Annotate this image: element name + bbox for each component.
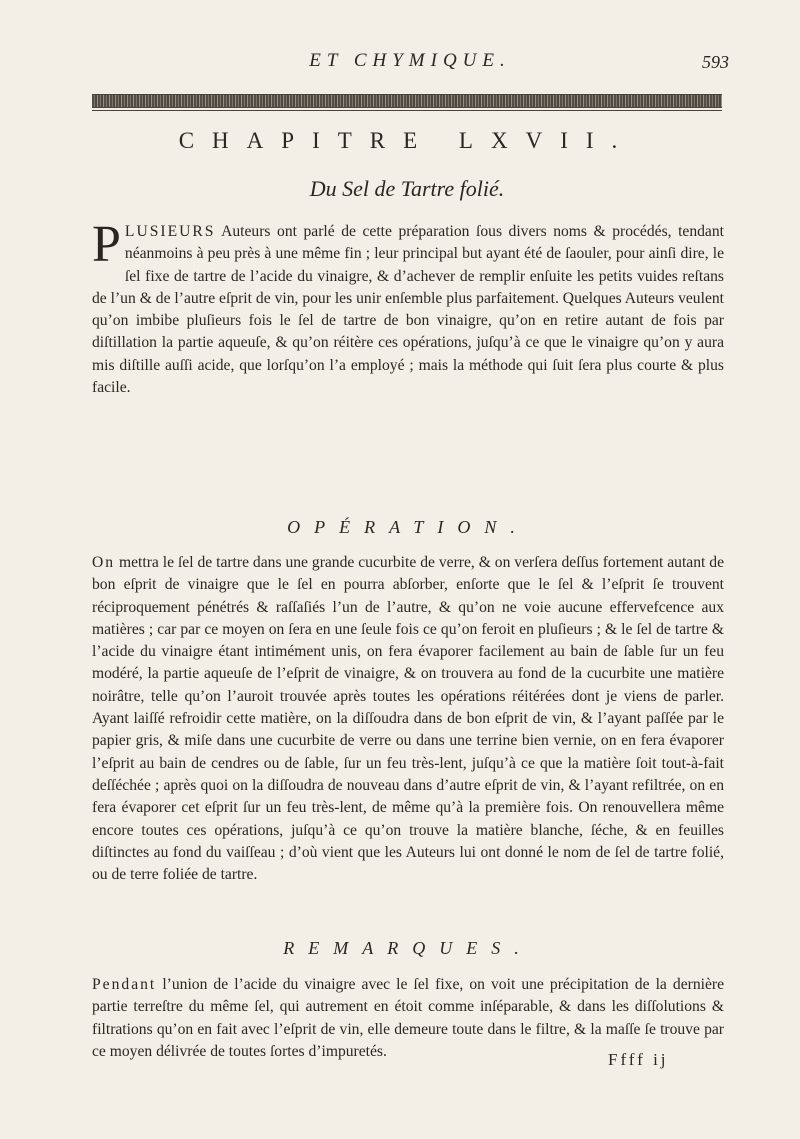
- intro-text: Auteurs ont parlé de cette préparation ſous divers noms & procédés, tendant néanmoins à peu près à une même fin ; leur principal but ayant été de ſaouler, pour ainſi dire, le ſel fixe de tartre de l’acide du vinaigre, & d’achever de remplir enſuite les petits vuides reſtans de l’un & de l’autre eſprit de vin, pour les unir enſemble plus parfaitement. Quelques Auteurs veulent qu’on imbibe pluſieurs fois le ſel de tartre de bon vinaigre, qu’on en retire autant de fois par diſtillation la partie aqueuſe, & qu’on réitère ces opérations, juſqu’à ce que le vinaigre qu’on y aura mis diſtille auſſi acide, que lorſqu’on l’a employé ; mais la méthode qui ſuit ſera plus courte & plus facile.: [92, 223, 724, 397]
- chapter-subtitle: Du Sel de Tartre folié.: [309, 176, 505, 201]
- intro-lead-word: LUSIEURS: [124, 223, 216, 240]
- running-head: [0, 50, 800, 80]
- page-number: 593: [702, 52, 729, 72]
- signature-mark: Ffff ij: [608, 1050, 669, 1069]
- chapter-heading: CHAPITRE LXVII.: [178, 128, 636, 153]
- remarques-title: REMARQUES.: [283, 938, 533, 958]
- intro-paragraph: [92, 216, 724, 399]
- thin-rule: [92, 110, 722, 111]
- operation-title: OPÉRATION.: [287, 517, 529, 537]
- drop-cap: P: [92, 216, 121, 273]
- remarques-text: l’union de l’acide du vinaigre avec le ſel fixe, on voit une précipitation de la dernière partie terreſtre du même ſel, qui autrement en étoit comme inſéparable, & dans les diſſolutions & filtrations qu’on en fait avec l’eſprit de vin, elle demeure toute dans le filtre, & la maſſe ſe trouve par ce moyen délivrée de toutes ſortes d’impuretés.: [92, 976, 724, 1060]
- operation-lead-word: On: [92, 554, 116, 571]
- operation-text: mettra le ſel de tartre dans une grande cucurbite de verre, & on verſera deſſus fortement autant de bon eſprit de vinaigre que le ſel en pourra abſorber, enſorte que le ſel & l’eſprit ſe trouvent réciproquement pénétrés & raſſaſiés l’un de l’autre, & qu’on ne voie aucune effervefcence aux matières ; car par ce moyen on ſera en une ſeule fois ce qu’on feroit en pluſieurs ; & le ſel de tartre & l’acide du vinaigre étant intimément unis, on fera évaporer facilement au bain de ſable ſur un feu modéré, la partie aqueuſe de l’eſprit de vinaigre, & on trouvera au fond de la cucurbite une matière noirâtre, telle qu’on l’auroit trouvée après toutes les opérations réitérées dont je viens de parler. Ayant laiſſé refroidir cette matière, on la diſſoudra dans de bon eſprit de vin, & l’ayant paſſée par le papier gris, & miſe dans une cucurbite de verre ou dans une terrine bien vernie, on en fera évaporer l’eſprit au bain de cendres ou de ſable, ſur un feu très-lent, juſqu’à ce que la matière ſoit tout-à-fait deſſéchée ; après quoi on la diſſoudra de nouveau dans d’autre eſprit de vin, & l’ayant refiltrée, on en fera évaporer cet eſprit ſur un feu très-lent, de même qu’à la première fois. On renouvellera même encore toutes ces opérations, juſqu’à ce qu’on trouve la matière blanche, ſéche, & en feuilles diſtinctes au fond du vaiſſeau ; d’où vient que les Auteurs lui ont donné le nom de ſel de tartre folié, ou de terre foliée de tartre.: [92, 554, 724, 884]
- operation-paragraph: [92, 552, 724, 886]
- running-title: ET CHYMIQUE.: [309, 50, 511, 71]
- remarques-lead-word: Pendant: [92, 976, 157, 993]
- ornamental-rule: [92, 94, 722, 108]
